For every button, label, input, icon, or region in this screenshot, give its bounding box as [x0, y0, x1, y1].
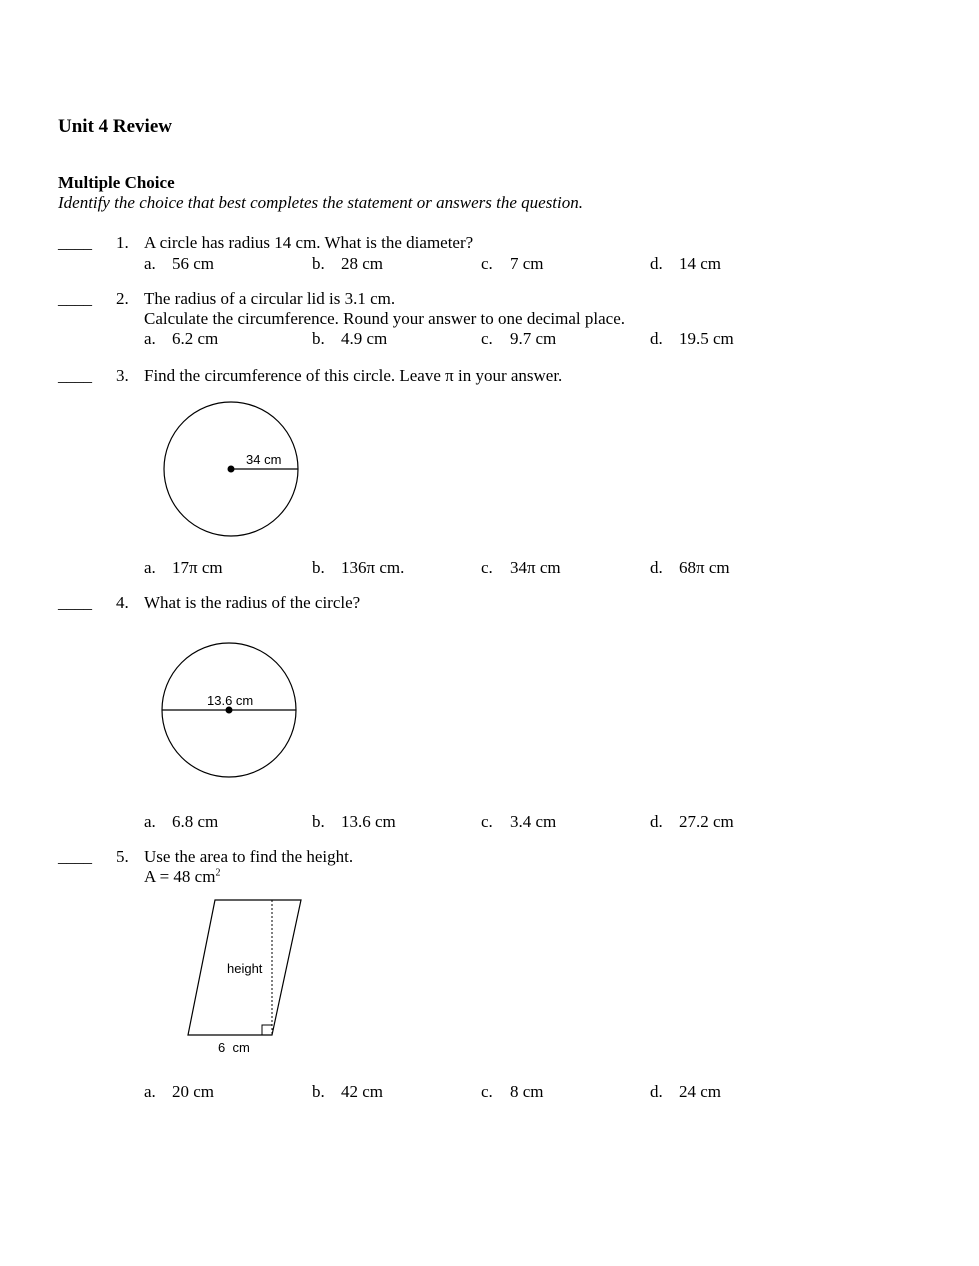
choice-letter: c.: [481, 558, 493, 577]
question-number: 1.: [116, 233, 129, 252]
choice-text[interactable]: 68π cm: [679, 558, 730, 577]
question-text: A circle has radius 14 cm. What is the diameter?: [144, 233, 474, 252]
choice-letter: a.: [144, 329, 156, 348]
choice-text[interactable]: 136π cm.: [341, 558, 405, 577]
question-number: 5.: [116, 847, 129, 866]
choice-letter: b.: [312, 558, 325, 577]
choice-letter: a.: [144, 1082, 156, 1101]
choice-text[interactable]: 13.6 cm: [341, 812, 396, 831]
choice-text[interactable]: 42 cm: [341, 1082, 384, 1101]
choice-letter: c.: [481, 1082, 493, 1101]
diameter-label: 13.6 cm: [207, 693, 254, 708]
choice-letter: c.: [481, 329, 493, 348]
choice-text[interactable]: 3.4 cm: [510, 812, 557, 831]
choice-text[interactable]: 9.7 cm: [510, 329, 557, 348]
section-heading: Multiple Choice: [58, 173, 175, 192]
choice-text[interactable]: 56 cm: [172, 254, 215, 273]
choice-letter: c.: [481, 254, 493, 273]
choice-text[interactable]: 19.5 cm: [679, 329, 734, 348]
radius-label: 34 cm: [246, 452, 282, 467]
question-number: 4.: [116, 593, 129, 612]
area-exponent: 2: [215, 867, 221, 879]
choice-letter: d.: [650, 812, 663, 831]
choice-text[interactable]: 14 cm: [679, 254, 722, 273]
choice-letter: d.: [650, 1082, 663, 1101]
choice-text[interactable]: 17π cm: [172, 558, 223, 577]
choice-text[interactable]: 4.9 cm: [341, 329, 388, 348]
height-label: height: [227, 961, 263, 976]
page-title: Unit 4 Review: [58, 116, 172, 137]
question-text: Use the area to find the height.: [144, 847, 354, 866]
right-angle-marker: [262, 1025, 272, 1035]
question-number: 2.: [116, 289, 129, 308]
choice-letter: a.: [144, 254, 156, 273]
answer-blank[interactable]: ____: [58, 289, 92, 308]
question-number: 3.: [116, 366, 129, 385]
choice-letter: b.: [312, 254, 325, 273]
choice-letter: a.: [144, 812, 156, 831]
question-text: What is the radius of the circle?: [144, 593, 361, 612]
answer-blank[interactable]: ____: [58, 847, 92, 866]
choice-letter: a.: [144, 558, 156, 577]
choice-letter: b.: [312, 812, 325, 831]
choice-text[interactable]: 8 cm: [510, 1082, 544, 1101]
choice-text[interactable]: 7 cm: [510, 254, 544, 273]
area-value: A = 48 cm: [144, 867, 216, 886]
answer-blank[interactable]: ____: [58, 233, 92, 252]
section-instructions: Identify the choice that best completes the statement or answers the question.: [58, 193, 583, 212]
choice-text[interactable]: 6.8 cm: [172, 812, 219, 831]
choice-letter: d.: [650, 254, 663, 273]
choice-letter: c.: [481, 812, 493, 831]
choice-text[interactable]: 34π cm: [510, 558, 561, 577]
choice-letter: d.: [650, 329, 663, 348]
choice-letter: d.: [650, 558, 663, 577]
choice-text[interactable]: 6.2 cm: [172, 329, 219, 348]
choice-letter: b.: [312, 1082, 325, 1101]
answer-blank[interactable]: ____: [58, 366, 92, 385]
choice-letter: b.: [312, 329, 325, 348]
choice-text[interactable]: 24 cm: [679, 1082, 722, 1101]
question-text: Find the circumference of this circle. Leave π in your answer.: [144, 366, 563, 385]
answer-blank[interactable]: ____: [58, 593, 92, 612]
choice-text[interactable]: 28 cm: [341, 254, 384, 273]
question-text: The radius of a circular lid is 3.1 cm.: [144, 289, 396, 308]
choice-text[interactable]: 27.2 cm: [679, 812, 734, 831]
base-label: 6 cm: [218, 1040, 250, 1055]
choice-text[interactable]: 20 cm: [172, 1082, 215, 1101]
question-text: Calculate the circumference. Round your answer to one decimal place.: [144, 309, 625, 328]
